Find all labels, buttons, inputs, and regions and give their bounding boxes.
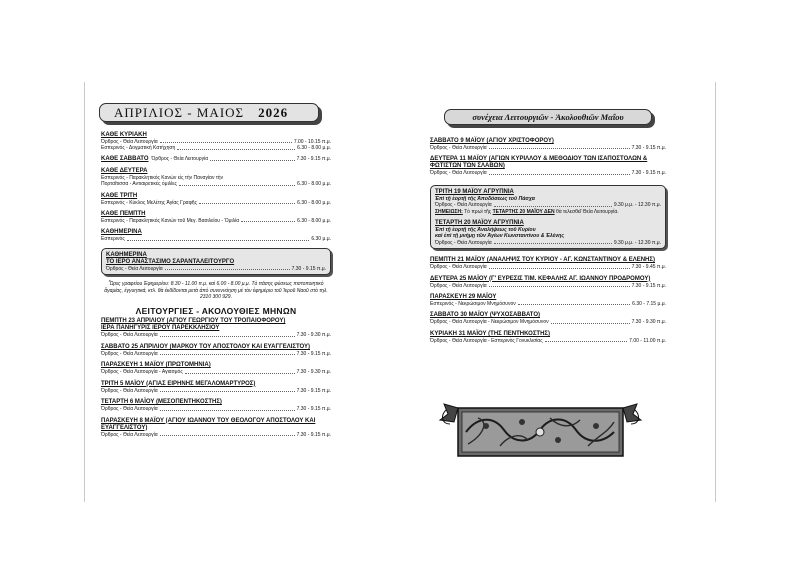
left-page	[84, 82, 384, 502]
line-time: 6.30 - 7.15 μ.μ.	[632, 301, 666, 308]
schedule-line	[430, 264, 666, 270]
box-heading: ΤΡΙΤΗ 19 ΜΑΪΟΥ ΑΓΡΥΠΝΙΑ	[435, 188, 514, 195]
weekly-schedule	[101, 132, 331, 438]
office-hours-note: Ὧρες γραφείου Ἑφημερίου: 8.30 - 11.00 π.μ. καὶ 6.00 - 8.00 μ.μ. Τὸ πάσης φύσεως πιστοποιητικὸ ἄγαμίας, ἐγγυητικά, κτλ. θὰ ἐκδίδονται μετὰ ἀπὸ συνεννόηση μὲ τὸν ἐφημέριο τοῦ Ἱεροῦ Ναοῦ στὸ τηλ. 2310 300 929.	[104, 281, 328, 301]
schedule-line	[101, 236, 331, 242]
line-time: 7.30 - 9.30 π.μ.	[631, 319, 666, 326]
day-heading: ΚΑΘΕ ΔΕΥΤΕΡΑ	[101, 167, 148, 174]
service-heading: ΠΕΜΠΤΗ 23 ΑΠΡΙΛΙΟΥ (ΑΓΙΟΥ ΓΕΩΡΓΙΟΥ ΤΟΥ ΤΡΟΠΑΙΟΦΟΡΟΥ)	[101, 318, 286, 325]
note-text: θὰ τελεσθεῖ Θεία Λειτουργία.	[554, 208, 619, 215]
line-time: 9.30 μ.μ. - 12.30 π.μ.	[613, 239, 661, 246]
service-heading: ΣΑΒΒΑΤΟ 25 ΑΠΡΙΛΙΟΥ (ΜΑΡΚΟΥ ΤΟΥ ΑΠΟΣΤΟΛΟΥ ΚΑΙ ΕΥΑΓΓΕΛΙΣΤΟΥ)	[101, 343, 311, 350]
line-time: 6.30 μ.μ.	[311, 236, 331, 243]
line-time: 7.30 - 9.15 π.μ.	[291, 265, 326, 272]
line-time: 6.30 - 8.00 μ.μ.	[297, 145, 331, 152]
line-text: Όρθρος - Θεία Λειτουργία	[430, 264, 487, 271]
day-heading: ΚΑΘΕ ΚΥΡΙΑΚΗ	[101, 132, 147, 138]
box-heading: ΤΕΤΑΡΤΗ 20 ΜΑΪΟΥ ΑΓΡΥΠΝΙΑ	[435, 220, 524, 227]
line-text: Όρθρος - Θεία Λειτουργία	[106, 265, 163, 272]
day-heading: ΚΑΘΗΜΕΡΙΝΑ	[101, 229, 142, 236]
schedule-line	[430, 145, 666, 151]
title-year: 2026	[258, 105, 289, 120]
line-text: Όρθρος - Θεία Λειτουργία - Νεκρώσιμον Μνημόσυνον	[430, 319, 549, 326]
service-heading: ΠΑΡΑΣΚΕΥΗ 29 ΜΑΪΟΥ	[430, 294, 497, 301]
line-time: 6.30 - 8.00 μ.μ.	[297, 181, 331, 188]
line-time: 7.30 - 9.30 π.μ.	[296, 332, 331, 339]
services-continued	[430, 138, 666, 344]
schedule-line	[101, 369, 331, 375]
line-text: Εσπερινός - Κύκλος Μελέτης Ἁγίας Γραφῆς	[101, 199, 197, 206]
line-text: Όρθρος - Θεία Λειτουργία	[101, 332, 158, 339]
daily-liturgy-box	[101, 248, 331, 275]
line-time: 7.30 - 9.15 π.μ.	[631, 170, 666, 177]
schedule-line	[101, 181, 331, 187]
service-heading: ΠΑΡΑΣΚΕΥΗ 8 ΜΑΪΟΥ (ΑΓΙΟΥ ΙΩΑΝΝΟΥ ΤΟΥ ΘΕΟΛΟΓΟΥ ΑΠΟΣΤΟΛΟΥ ΚΑΙ	[101, 417, 316, 424]
line-time: 7.30 - 9.15 π.μ.	[296, 155, 331, 162]
line-time: 7.00 - 11.00 π.μ.	[629, 337, 666, 344]
schedule-line	[430, 319, 666, 325]
line-text: Όρθρος - Θεία Λειτουργία - Αγιασμός	[101, 369, 183, 376]
line-text: Όρθρος - Θεία Λειτουργία	[101, 350, 158, 357]
line-time: 7.30 - 9.15 π.μ.	[296, 431, 331, 438]
schedule-line	[101, 432, 331, 438]
service-heading: ΦΩΤΙΣΤΩΝ ΤΩΝ ΣΛΑΒΩΝ)	[430, 163, 505, 170]
service-heading: ΤΡΙΤΗ 5 ΜΑΪΟΥ (ΑΓΙΑΣ ΕΙΡΗΝΗΣ ΜΕΓΑΛΟΜΑΡΤΥΡΟΣ)	[101, 380, 256, 387]
box-heading: ΤΟ ΙΕΡΟ ΑΝΑΣΤΑΣΙΜΟ ΣΑΡΑΝΤΑΛΕΙΤΟΥΡΓΟ	[106, 258, 235, 265]
line-time: 7.30 - 9.15 π.μ.	[296, 406, 331, 413]
schedule-line	[101, 332, 331, 338]
service-heading: ΤΕΤΑΡΤΗ 6 ΜΑΪΟΥ (ΜΕΣΟΠΕΝΤΗΚΟΣΤΗΣ)	[101, 399, 222, 406]
service-heading: ΔΕΥΤΕΡΑ 25 ΜΑΪΟΥ (Γ' ΕΥΡΕΣΙΣ ΤΙΜ. ΚΕΦΑΛΗΣ ΑΓ. ΙΩΑΝΝΟΥ ΠΡΟΔΡΟΜΟΥ)	[430, 275, 651, 282]
line-time: 6.30 - 8.00 μ.μ.	[297, 218, 331, 225]
section-title: ΛΕΙΤΟΥΡΓΙΕΣ - ΑΚΟΛΟΥΘΙΕΣ ΜΗΝΩΝ	[135, 306, 297, 317]
line-time: 7.30 - 9.15 π.μ.	[296, 387, 331, 394]
line-text: Πορταΐτισσα - Αντιαιρετικές ὁμιλίες	[101, 181, 177, 188]
schedule-line	[101, 351, 331, 357]
line-text: Όρθρος - Θεία Λειτουργία	[430, 282, 487, 289]
box-subheading: Ἐπὶ τῇ ἑορτῇ τῆς Ἀποδόσεως τοῦ Πάσχα	[435, 195, 536, 202]
service-heading: ΣΑΒΒΑΤΟ 9 ΜΑΪΟΥ (ΑΓΙΟΥ ΧΡΙΣΤΟΦΟΡΟΥ)	[430, 138, 554, 144]
line-text: Εσπερινός - Παρακλητικός Κανών τοῦ Μεγ. Βασιλείου - Ὁμιλία	[101, 218, 240, 225]
note-label: ΣΗΜΕΙΩΣΗ:	[435, 208, 463, 215]
line-text: Όρθρος - Θεία Λειτουργία	[430, 145, 487, 151]
line-text: Όρθρος - Θεία Λειτουργία	[101, 387, 158, 394]
line-text: Όρθρος - Θεία Λειτουργία	[435, 202, 492, 209]
line-text: Όρθρος - Θεία Λειτουργία	[151, 155, 209, 162]
schedule-line	[430, 338, 666, 344]
line-text: Όρθρος - Θεία Λειτουργία	[430, 170, 487, 177]
service-heading: ΔΕΥΤΕΡΑ 11 ΜΑΪΟΥ (ΑΓΙΩΝ ΚΥΡΙΛΛΟΥ & ΜΕΘΟΔΙΟΥ ΤΩΝ ΙΣΑΠΟΣΤΟΛΩΝ &	[430, 156, 648, 163]
day-heading: ΚΑΘΕ ΠΕΜΠΤΗ	[101, 211, 146, 218]
schedule-line	[430, 301, 666, 307]
line-time: 6.30 - 8.00 μ.μ.	[297, 199, 331, 206]
page-title	[99, 103, 319, 122]
line-time: 7.30 - 9.45 π.μ.	[631, 264, 666, 271]
line-time: 7.00 - 10.15 π.μ.	[293, 139, 331, 145]
line-text: Εσπερινός	[101, 236, 125, 243]
line-text: Όρθρος - Θεία Λειτουργία	[101, 139, 158, 145]
schedule-line	[106, 266, 326, 272]
box-subheading: καὶ ἐπὶ τῇ μνήμῃ τῶν Ἁγίων Κωνσταντίνου & Ἑλένης	[435, 233, 565, 240]
line-text: Όρθρος - Θεία Λειτουργία - Εσπερινὸς Γονυκλισίας	[430, 337, 543, 344]
line-time: 7.30 - 9.30 π.μ.	[296, 369, 331, 376]
vigil-box	[430, 185, 666, 249]
service-heading: ΠΑΡΑΣΚΕΥΗ 1 ΜΑΪΟΥ (ΠΡΩΤΟΜΗΝΙΑ)	[101, 362, 211, 369]
schedule-line	[101, 388, 331, 394]
schedule-line	[101, 145, 331, 151]
box-subheading: Ἐπὶ τῇ ἑορτῇ τῆς Ἀναλήψεως τοῦ Κυρίου	[435, 227, 536, 234]
service-heading: ΕΥΑΓΓΕΛΙΣΤΟΥ)	[101, 424, 148, 431]
schedule-line	[101, 200, 331, 206]
schedule-line	[101, 156, 331, 163]
day-heading: ΚΑΘΕ ΤΡΙΤΗ	[101, 192, 138, 199]
line-time: 7.30 - 9.15 π.μ.	[296, 350, 331, 357]
note-bold: ΤΕΤΑΡΤΗΣ 20 ΜΑΪΟΥ ΔΕΝ	[492, 208, 555, 215]
line-text: Εσπερινός - Δογματική Κατήχηση	[101, 145, 176, 152]
schedule-line	[430, 283, 666, 289]
byzantine-ornament-icon	[438, 402, 643, 460]
line-text: Εσπερινός - Νεκρώσιμον Μνημόσυνον	[430, 301, 516, 308]
line-time: 9.30 μ.μ. - 12.30 π.μ.	[613, 202, 661, 209]
line-time: 7.30 - 9.15 π.μ.	[631, 145, 666, 151]
schedule-line	[101, 218, 331, 224]
service-heading: ΚΥΡΙΑΚΗ 31 ΜΑΪΟΥ (ΤΗΣ ΠΕΝΤΗΚΟΣΤΗΣ)	[430, 330, 551, 337]
line-text: Όρθρος - Θεία Λειτουργία	[435, 239, 492, 246]
box-heading: ΚΑΘΗΜΕΡΙΝΑ	[106, 251, 147, 258]
schedule-line	[430, 170, 666, 176]
title-text: ΑΠΡΙΛΙΟΣ - ΜΑΙΟΣ	[114, 105, 245, 120]
right-page	[404, 82, 716, 502]
service-heading: ΠΕΜΠΤΗ 21 ΜΑΪΟΥ (ΑΝΑΛΗΨΙΣ ΤΟΥ ΚΥΡΙΟΥ - ΑΓ. ΚΩΝΣΤΑΝΤΙΝΟΥ & ΕΛΕΝΗΣ)	[430, 257, 655, 264]
line-text: Εσπερινός - Παρακλητικός Κανών εἰς τὴν Παναγίαν τὴν	[101, 174, 224, 181]
schedule-line	[101, 406, 331, 412]
line-text: Όρθρος - Θεία Λειτουργία	[101, 406, 158, 413]
page-subtitle: συνέχεια Λειτουργιῶν - Ἀκολουθιῶν Μαΐου	[444, 109, 652, 125]
day-heading: ΚΑΘΕ ΣΑΒΒΑΤΟ	[101, 155, 149, 162]
line-text: Όρθρος - Θεία Λειτουργία	[101, 431, 158, 438]
note-text: Τὸ πρωὶ τῆς	[462, 208, 493, 215]
schedule-line	[435, 240, 661, 246]
service-heading: ΣΑΒΒΑΤΟ 30 ΜΑΪΟΥ (ΨΥΧΟΣΑΒΒΑΤΟ)	[430, 312, 541, 319]
line-time: 7.30 - 9.15 π.μ.	[631, 282, 666, 289]
service-heading: ΙΕΡΑ ΠΑΝΗΓΥΡΙΣ ΙΕΡΟΥ ΠΑΡΕΚΚΛΗΣΙΟΥ	[101, 325, 220, 332]
